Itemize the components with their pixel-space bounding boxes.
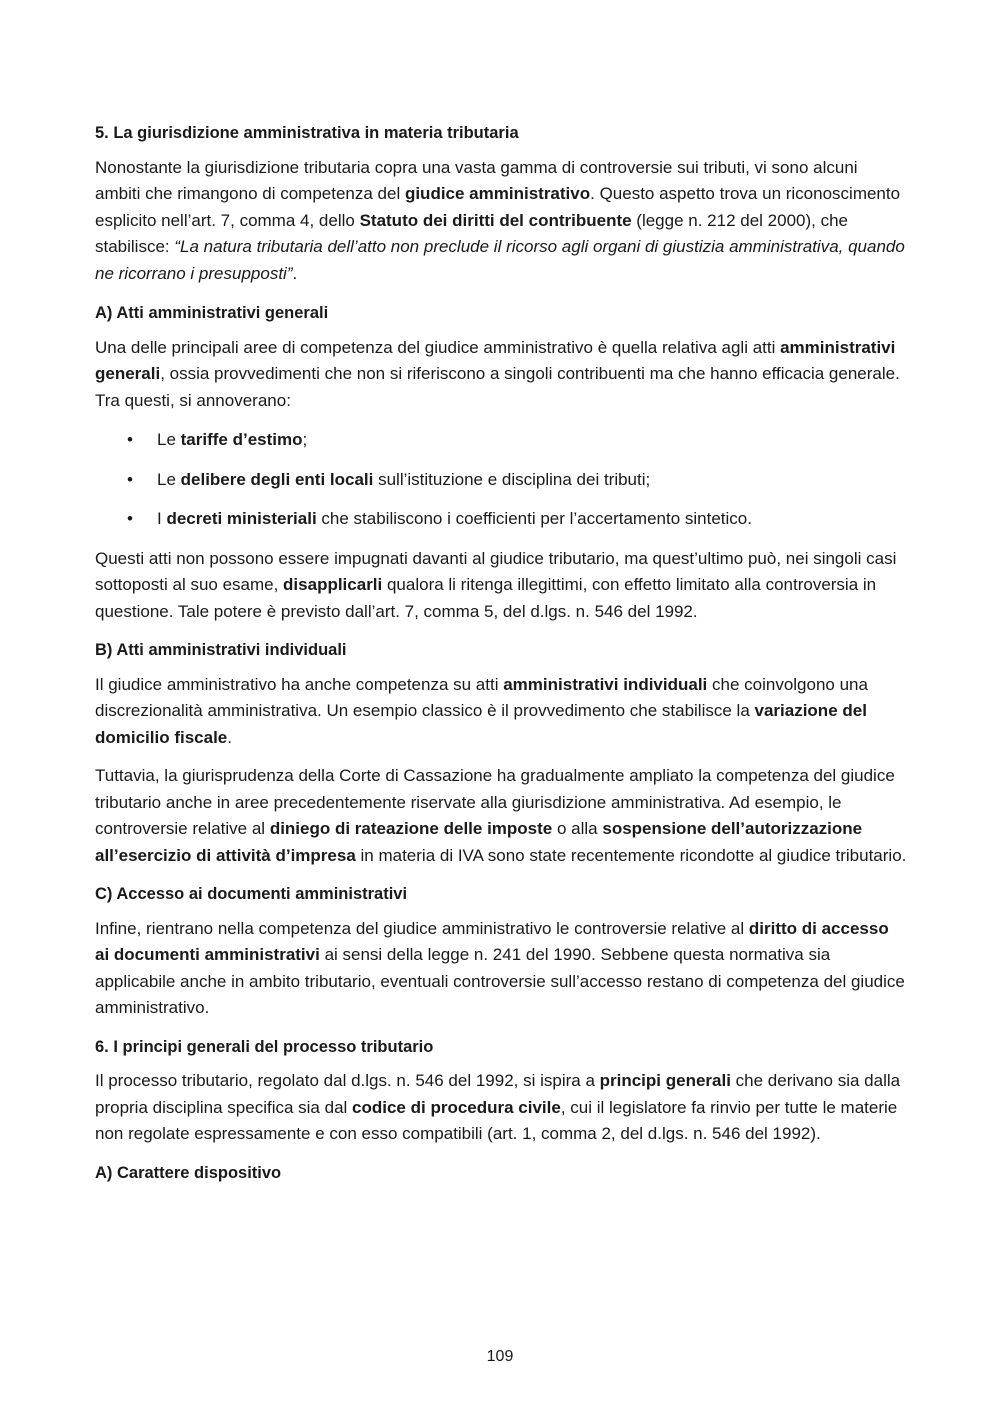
bullet-glyph: • xyxy=(127,469,133,489)
list-item xyxy=(125,427,907,454)
bullet-glyph: • xyxy=(127,509,133,528)
text-run: in materia di IVA sono state recentemente ricondotte al giudice tributario. xyxy=(355,845,907,865)
bold-text: sospensione dell’autorizzazione all’esercizio di attività d’impresa xyxy=(95,819,863,865)
paragraph-disapplicazione xyxy=(95,546,907,626)
text-run: qualora li ritenga illegittimi, con effetto limitato alla controversia in questione. Tale potere è previsto dall’art. 7, comma 5, del d.lgs. n. 546 del 1992. xyxy=(95,575,877,621)
bold-text: decreti ministeriali xyxy=(166,509,317,528)
text-run: Questi atti non possono essere impugnati davanti al giudice tributario, ma quest’ultimo può, nei singoli casi sottoposti al suo esame, xyxy=(95,548,897,594)
bullet-glyph: • xyxy=(127,430,133,449)
bold-text: diritto di accesso ai documenti amministrativi xyxy=(95,918,889,964)
text-run: che coinvolgono una discrezionalità amministrativa. Un esempio classico è il provvedimento che stabilisce la xyxy=(95,674,868,720)
text-run: Nonostante la giurisdizione tributaria copra una vasta gamma di controversie sui tributi, vi sono alcuni ambiti che rimangono di competenza del xyxy=(95,157,858,203)
bold-text: Statuto dei diritti del contribuente xyxy=(359,210,632,230)
bold-text: diniego di rateazione delle imposte xyxy=(269,819,553,838)
text-run: Il processo tributario, regolato dal d.lgs. n. 546 del 1992, si ispira a xyxy=(95,1071,600,1090)
list-item-text xyxy=(157,470,650,489)
list-item-text xyxy=(157,430,307,449)
text-run: ai sensi della legge n. 241 del 1990. Sebbene questa normativa sia applicabile anche in ambito tributario, eventuali controversie sull’accesso restano di competenza del giudice amministrativo. xyxy=(95,945,905,1017)
paragraph-intro xyxy=(95,155,907,288)
bold-text: amministrativi generali xyxy=(95,337,896,383)
page-content xyxy=(95,120,907,1186)
text-run: . Questo aspetto trova un riconoscimento esplicito nell’art. 7, comma 4, dello xyxy=(95,184,901,230)
bold-text: delibere degli enti locali xyxy=(180,469,374,489)
section-heading-5: 5. La giurisdizione amministrativa in materia tributaria xyxy=(95,124,519,142)
bold-text: variazione del domicilio fiscale xyxy=(95,701,867,747)
bold-text: amministrativi individuali xyxy=(503,674,708,694)
subheading-accesso: C) Accesso ai documenti amministrativi xyxy=(95,885,408,903)
subheading-carattere-dispositivo: A) Carattere dispositivo xyxy=(95,1163,282,1182)
text-run: ; xyxy=(302,430,308,449)
text-run: Tuttavia, la giurisprudenza della Corte di Cassazione ha gradualmente ampliato la competenza del giudice tributario anche in aree precedentemente riservate alla giurisdizione amministrativa. Ad esempio, le controversie relative al xyxy=(95,766,895,838)
text-run: che derivano sia dalla propria disciplina specifica sia dal xyxy=(95,1071,901,1117)
text-run: Il giudice amministrativo ha anche competenza su atti xyxy=(95,674,504,694)
bold-text: disapplicarli xyxy=(283,575,383,594)
list-item-text xyxy=(157,509,752,528)
bold-text: principi generali xyxy=(599,1071,731,1090)
text-run: . xyxy=(292,263,298,283)
text-run: . xyxy=(227,727,232,747)
paragraph-accesso xyxy=(95,916,907,1022)
bold-text: tariffe d’estimo xyxy=(180,430,303,449)
paragraph-principi xyxy=(95,1068,907,1148)
text-run: , cui il legislatore fa rinvio per tutte le materie non regolate espressamente e con esso compatibili (art. 1, comma 2, del d.lgs. n. 546 del 1992). xyxy=(95,1097,898,1143)
text-run: che stabiliscono i coefficienti per l’accertamento sintetico. xyxy=(316,509,752,528)
text-run: (legge n. 212 del 2000), che stabilisce: xyxy=(95,210,848,256)
text-run: Infine, rientrano nella competenza del giudice amministrativo le controversie relative al xyxy=(95,918,749,938)
bold-text: giudice amministrativo xyxy=(404,184,591,203)
subheading-atti-individuali: B) Atti amministrativi individuali xyxy=(95,641,347,659)
subheading-atti-generali: A) Atti amministrativi generali xyxy=(95,304,329,322)
text-run: o alla xyxy=(552,819,603,838)
section-heading-6: 6. I principi generali del processo tributario xyxy=(95,1037,434,1056)
page-number: 109 xyxy=(486,1348,514,1365)
text-run: Le xyxy=(157,430,181,449)
text-run: Le xyxy=(157,469,181,489)
text-run: sull’istituzione e disciplina dei tributi; xyxy=(373,469,651,489)
paragraph-cassazione xyxy=(95,763,907,869)
text-run: Una delle principali aree di competenza del giudice amministrativo è quella relativa agli atti xyxy=(95,337,781,357)
italic-quote: “La natura tributaria dell’atto non preclude il ricorso agli organi di giustizia amministrativa, quando ne ricorrano i presupposti” xyxy=(95,237,905,283)
list-item xyxy=(125,467,907,494)
text-run: , ossia provvedimenti che non si riferiscono a singoli contribuenti ma che hanno efficacia generale. Tra questi, si annoverano: xyxy=(95,364,900,410)
paragraph-atti-individuali xyxy=(95,672,907,752)
list-item xyxy=(125,506,907,533)
paragraph-atti-generali xyxy=(95,335,907,415)
text-run: I xyxy=(157,509,167,528)
bullet-list xyxy=(95,427,907,533)
bold-text: codice di procedura civile xyxy=(352,1097,561,1117)
